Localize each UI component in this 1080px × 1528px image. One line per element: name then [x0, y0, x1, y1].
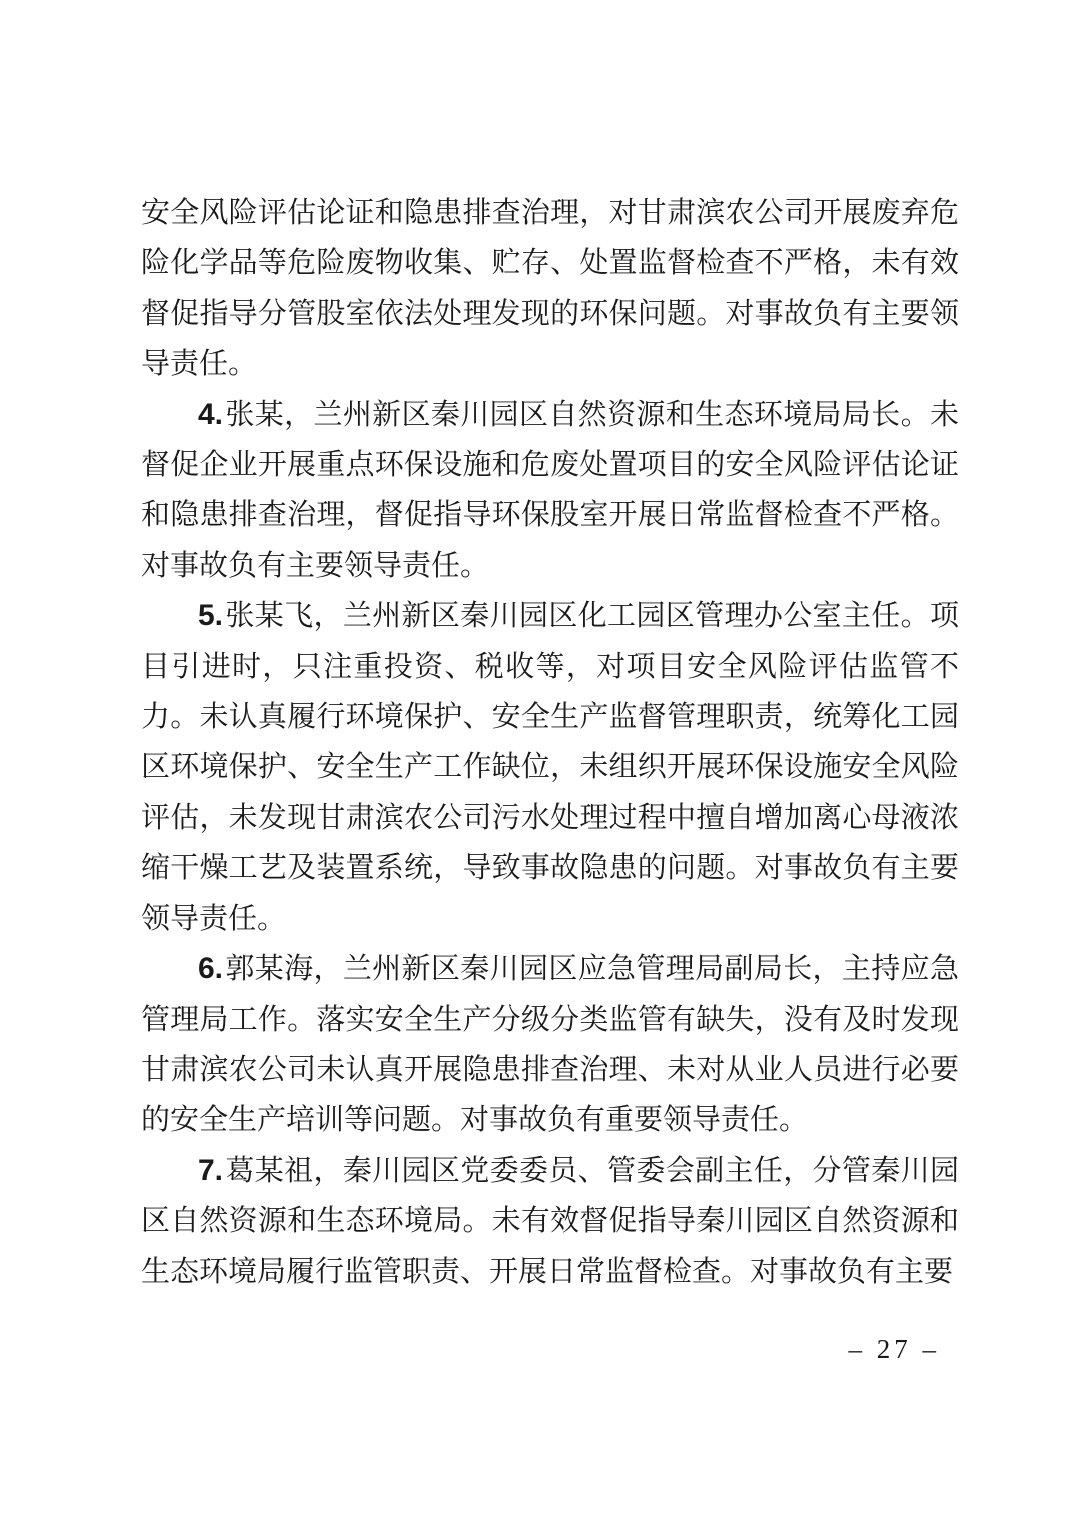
- paragraph-text: 郭某海，兰州新区秦川园区应急管理局副局长，主持应急管理局工作。落实安全生产分级分类监管有缺失，没有及时发现甘肃滨农公司未认真开展隐患排查治理、未对从业人员进行必要的安全生产培训等问题。对事故负有重要领导责任。: [141, 953, 959, 1137]
- list-number: 7.: [198, 1153, 224, 1187]
- list-number: 6.: [198, 952, 224, 986]
- paragraph: [141, 591, 959, 944]
- paragraph: [141, 188, 959, 390]
- paragraph-text: 张某，兰州新区秦川园区自然资源和生态环境局局长。未督促企业开展重点环保设施和危废处置项目的安全风险评估论证和隐患排查治理，督促指导环保股室开展日常监督检查不严格。对事故负有主要领导责任。: [141, 398, 959, 582]
- page-number: – 27 –: [848, 1334, 940, 1364]
- list-number: 4.: [198, 397, 224, 431]
- list-number: 5.: [198, 599, 224, 633]
- document-body: [141, 188, 959, 1297]
- paragraph-text: 张某飞，兰州新区秦川园区化工园区管理办公室主任。项目引进时，只注重投资、税收等，对项目安全风险评估监管不力。未认真履行环境保护、安全生产监督管理职责，统筹化工园区环境保护、安全生产工作缺位，未组织开展环保设施安全风险评估，未发现甘肃滨农公司污水处理过程中擅自增加离心母液浓缩干燥工艺及装置系统，导致事故隐患的问题。对事故负有主要领导责任。: [141, 600, 959, 935]
- paragraph-text: 安全风险评估论证和隐患排查治理，对甘肃滨农公司开展废弃危险化学品等危险废物收集、贮存、处置监督检查不严格，未有效督促指导分管股室依法处理发现的环保问题。对事故负有主要领导责任。: [141, 197, 959, 381]
- paragraph-text: 葛某祖，秦川园区党委委员、管委会副主任，分管秦川园区自然资源和生态环境局。未有效督促指导秦川园区自然资源和生态环境局履行监管职责、开展日常监督检查。对事故负有主要: [141, 1154, 959, 1288]
- paragraph: [141, 390, 959, 592]
- paragraph: [141, 944, 959, 1146]
- paragraph: [141, 1146, 959, 1297]
